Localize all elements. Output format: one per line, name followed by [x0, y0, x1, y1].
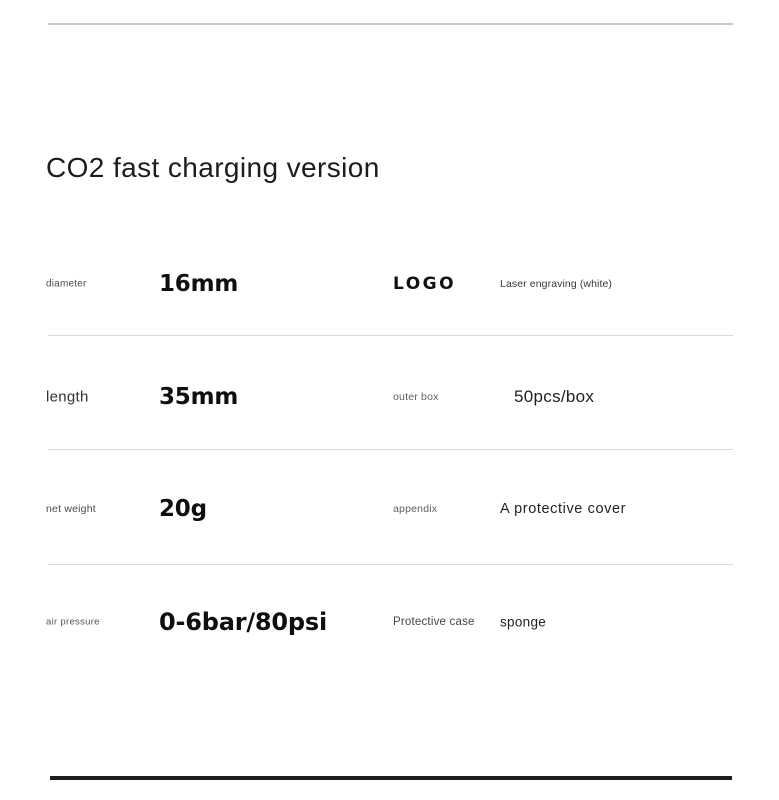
spec-label-net-weight: net weight — [46, 503, 96, 515]
bottom-rule — [50, 776, 732, 780]
spec-label-appendix: appendix — [393, 503, 438, 515]
spec-label-protective-case: Protective case — [393, 616, 475, 628]
spec-label-air-pressure: air pressure — [46, 616, 100, 628]
spec-label-outer-box: outer box — [393, 391, 439, 403]
row-divider — [48, 449, 733, 450]
spec-label-length: length — [46, 388, 89, 406]
spec-label-logo: LOGO — [393, 274, 457, 294]
top-rule — [48, 23, 733, 25]
spec-value-appendix: A protective cover — [500, 501, 627, 517]
spec-value-protective-case: sponge — [500, 614, 547, 630]
spec-label-diameter: diameter — [46, 278, 87, 290]
spec-value-air-pressure: 0-6bar/80psi — [159, 608, 328, 636]
spec-value-net-weight: 20g — [159, 496, 207, 522]
row-divider — [48, 335, 733, 336]
spec-value-length: 35mm — [159, 384, 239, 410]
spec-value-logo: Laser engraving (white) — [500, 278, 613, 290]
spec-value-diameter: 16mm — [159, 271, 239, 297]
spec-value-outer-box: 50pcs/box — [514, 387, 595, 406]
page-title: CO2 fast charging version — [46, 151, 380, 183]
row-divider — [48, 564, 733, 565]
